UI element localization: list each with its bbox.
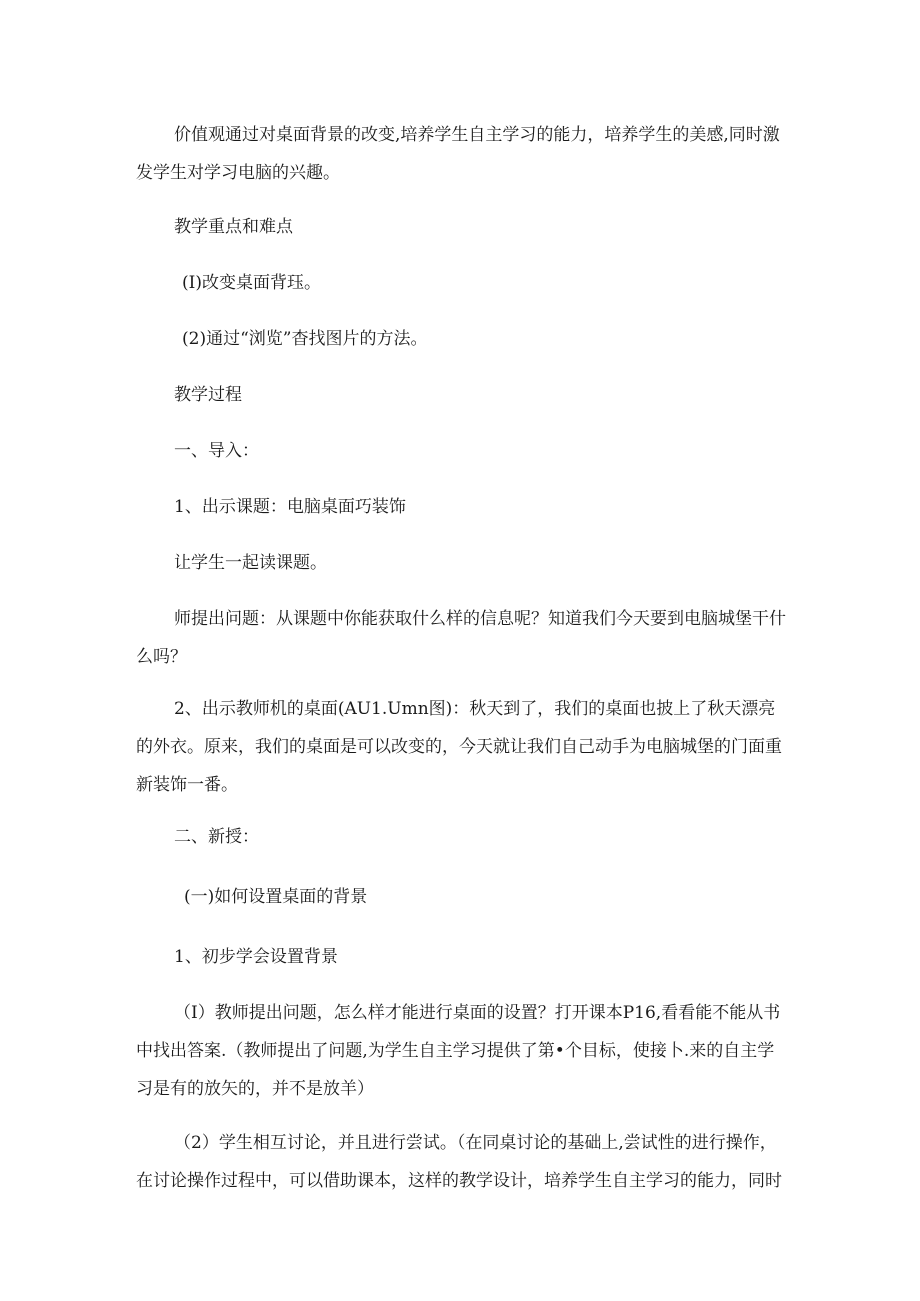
paragraph-show-desktop: 2、出示教师机的桌面(AU1.Umn图)：秋天到了，我们的桌面也披上了秋天漂亮的外衣。原来，我们的桌面是可以改变的，今天就让我们自己动手为电脑城堡的门面重新装饰一番。: [136, 699, 782, 795]
heading-introduction: 一、导入：: [174, 441, 259, 461]
paragraph-step-1: （I）教师提出问题，怎么样才能进行桌面的设置？打开课本P16,看看能不能从书中找出答案.（教师提出了问题,为学生自主学习提供了第•个目标，使接卜.来的自主学习是有的放矢的，并不是放羊）: [136, 1003, 781, 1099]
heading-set-background: (一)如何设置桌面的背景: [184, 887, 368, 907]
paragraph-step-2: （2）学生相互讨论，并且进行尝试。（在同桌讨论的基础上,尝试性的进行操作，在讨论操作过程中，可以借助课本，这样的教学设计，培养学生自主学习的能力，同时: [136, 1133, 782, 1191]
paragraph-learn-background: 1、初步学会设置背景: [174, 947, 338, 967]
list-item-point-1: (I)改变桌面背珏。: [182, 273, 321, 293]
paragraph-teacher-question: 师提出问题：从课题中你能获取什么样的信息呢？知道我们今天要到电脑城堡干什么吗？: [136, 609, 786, 667]
paragraph-show-topic: 1、出示课题：电脑桌面巧装饰: [174, 497, 406, 517]
heading-teaching-process: 教学过程: [174, 385, 242, 405]
paragraph-values: 价值观通过对桌面背景的改变,培养学生自主学习的能力，培养学生的美感,同时激发学生对学习电脑的兴趣。: [136, 125, 780, 183]
heading-key-points: 教学重点和难点: [174, 217, 293, 237]
heading-new-lesson: 二、新授：: [174, 827, 259, 847]
paragraph-read-topic: 让学生一起读课题。: [174, 553, 327, 573]
list-item-point-2: (2)通过“浏览”杳找图片的方法。: [182, 329, 428, 349]
